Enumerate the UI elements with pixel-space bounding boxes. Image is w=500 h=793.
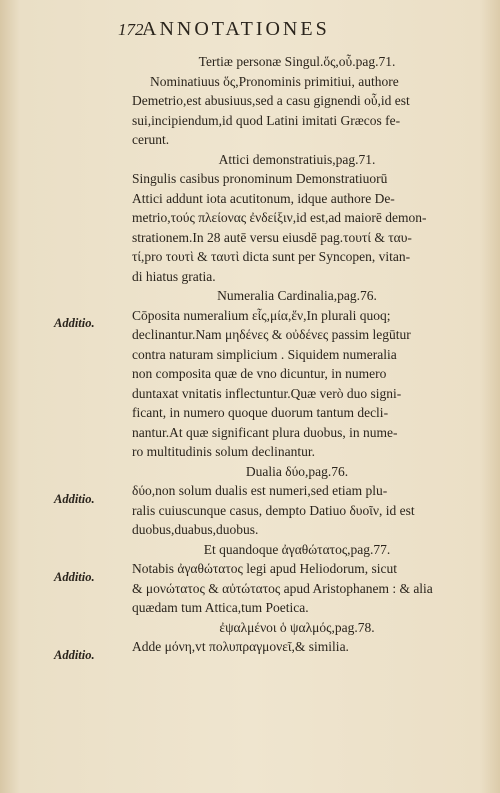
body-text	[132, 52, 462, 657]
text-line: ficant, in numero quoque duorum tantum decli-	[132, 405, 389, 420]
text-line: non composita quæ de vno dicuntur, in numero	[132, 366, 387, 381]
text-line: declinantur.Nam μηδένες & οὐδένες passim legūtur	[132, 327, 411, 342]
text-line: strationem.In 28 autē versu eiusdē pag.τουτί & ταυ-	[132, 229, 412, 245]
text-line: contra naturam simplicium . Siquidem numeralia	[132, 346, 397, 362]
text-line: Notabis ἀγαθώτατος legi apud Heliodorum, sicut	[132, 561, 397, 576]
text-line: di hiatus gratia.	[132, 268, 216, 284]
text-line: nantur.At quæ significant plura duobus, in nume-	[132, 424, 398, 440]
text-line: ralis cuiuscunque casus, dempto Datiuo δυοῖν, id est	[132, 502, 415, 518]
text-line: Nominatiuus ὅς,Pronominis primitiui, authore	[150, 73, 399, 89]
text-line: & μονώτατος & αὐτώτατος apud Aristophanem : & alia	[132, 580, 433, 596]
text-line: cerunt.	[132, 132, 170, 147]
text-line: quædam tum Attica,tum Poetica.	[132, 600, 309, 615]
section-heading: Numeralia Cardinalia,pag.76.	[217, 288, 377, 303]
text-line: sui,incipiendum,id quod Latini imitati Græcos fe-	[132, 112, 401, 128]
section-heading: ἐψαλμένοι ὁ ψαλμός,pag.78.	[219, 619, 375, 635]
text-line: Cōposita numeralium εἷς,μία,ἕν,In plurali quoq;	[132, 307, 391, 323]
text-line: duntaxat vnitatis inflectuntur.Quæ verò duo signi-	[132, 385, 402, 401]
text-line: Demetrio,est abusiuus,sed a casu gignendi οὗ,id est	[132, 93, 410, 108]
text-line: ro multitudinis solum declinantur.	[132, 444, 315, 459]
text-line: δύο,non solum dualis est numeri,sed etiam plu-	[132, 483, 388, 498]
text-line: τί,pro τουτὶ & ταυτὶ dicta sunt per Syncopen, vitan-	[132, 249, 411, 264]
margin-note-additio: Additio.	[54, 491, 95, 506]
text-line: Adde μόνη,vt πολυπραγμονεῖ,& similia.	[132, 639, 349, 654]
page-header	[118, 18, 478, 42]
text-line: metrio,τούς πλείονας ἐνδείξιν,id est,ad maiorē demon-	[132, 210, 427, 225]
running-head: ANNOTATIONES	[142, 18, 330, 40]
text-line: Singulis casibus pronominum Demonstratiuorū	[132, 171, 388, 186]
section-heading: Et quandoque ἀγαθώτατος,pag.77.	[203, 541, 391, 557]
text-line: duobus,duabus,duobus.	[132, 522, 259, 537]
text-line: Attici addunt iota acutitonum, idque authore De-	[132, 190, 395, 206]
margin-note-additio: Additio.	[54, 316, 95, 330]
section-heading: Dualia δύο,pag.76.	[245, 463, 349, 479]
page-number: 172	[118, 20, 144, 39]
margin-note-additio: Additio.	[54, 569, 95, 584]
section-heading: Attici demonstratiuis,pag.71.	[218, 151, 376, 167]
margin-note-additio: Additio.	[54, 647, 95, 662]
section-heading: Tertiæ personæ Singul.ὅς,οὗ.pag.71.	[198, 54, 396, 69]
